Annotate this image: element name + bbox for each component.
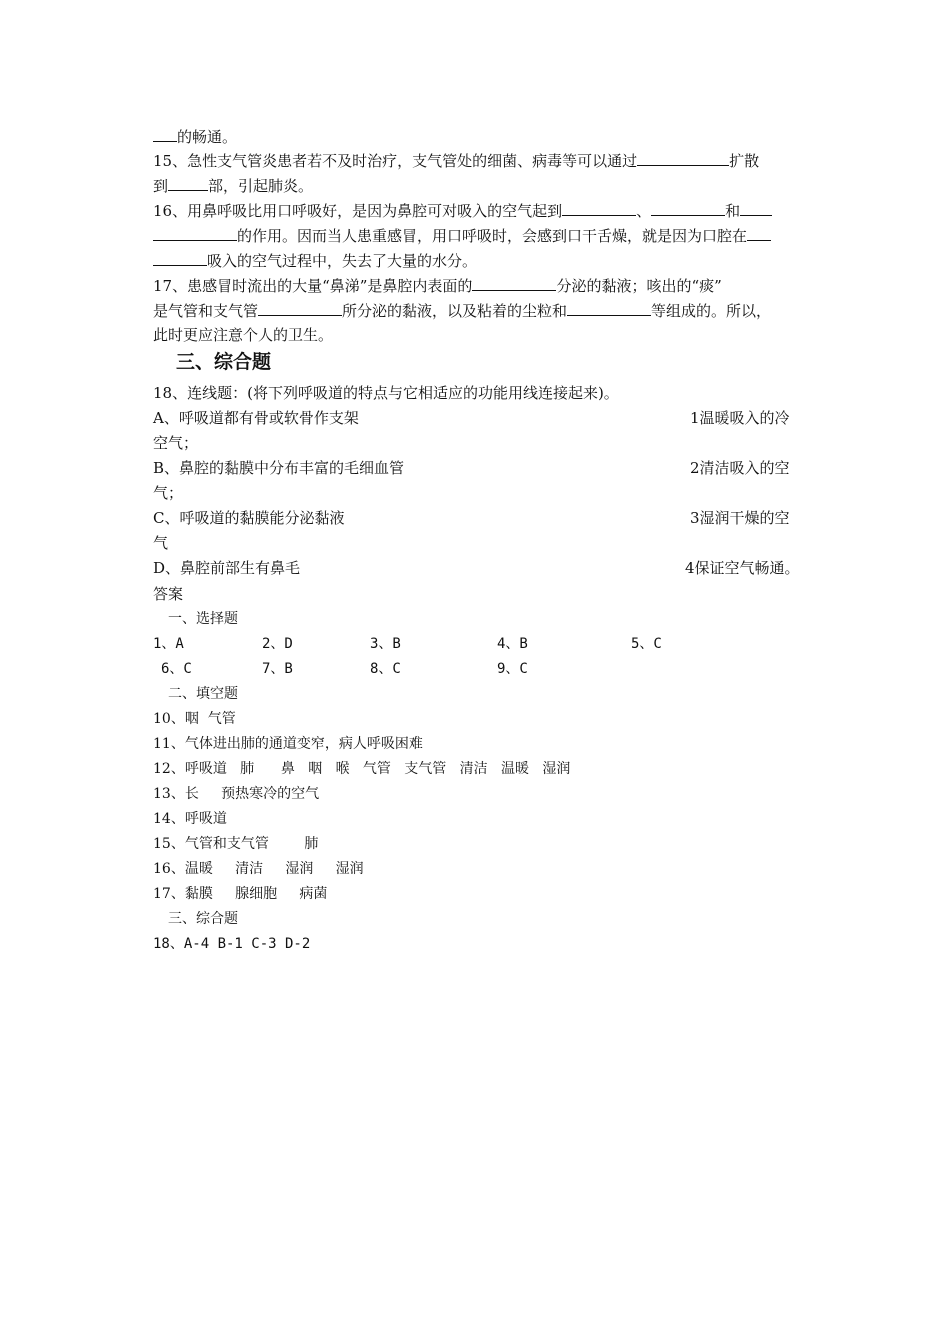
q18-prompt: 18、连线题：(将下列呼吸道的特点与它相适应的功能用线连接起来)。: [153, 384, 619, 402]
section-heading-comprehensive: 三、综合题: [176, 351, 272, 373]
q18-option-4: 4保证空气畅通。: [685, 559, 800, 577]
answer-6: 6、C: [161, 661, 192, 677]
answer-9: 9、C: [497, 661, 528, 677]
fill-answer-16: 16、温暖 清洁 湿润 湿润: [153, 861, 364, 877]
q18-option-2: 2清洁吸入的空: [690, 459, 790, 477]
q16-line2: 的作用。因而当人患重感冒，用口呼吸时，会感到口干舌燥，就是因为口腔在: [153, 225, 808, 246]
answer-5: 5、C: [631, 636, 662, 652]
answer-7: 7、B: [262, 661, 293, 677]
q18-option-1: 1温暖吸入的冷: [690, 409, 790, 427]
fill-answer-13: 13、长 预热寒冷的空气: [153, 786, 320, 802]
q16-line1: 16、用鼻呼吸比用口呼吸好，是因为鼻腔可对吸入的空气起到 、 和: [153, 200, 808, 221]
answer-8: 8、C: [370, 661, 401, 677]
answer-blank[interactable]: [153, 225, 237, 241]
answer-blank[interactable]: [637, 150, 729, 166]
q18-item-c: C、呼吸道的黏膜能分泌黏液: [153, 509, 345, 527]
q18-wrap-3: 气: [153, 534, 169, 552]
q16-line3: 吸入的空气过程中，失去了大量的水分。: [153, 250, 808, 271]
answers-choice-title: 一、选择题: [168, 611, 238, 627]
q18-option-3: 3湿润干燥的空: [690, 509, 790, 527]
answer-blank[interactable]: [168, 175, 208, 191]
q17-line2: 是气管和支气管 所分泌的黏液，以及粘着的尘粒和 等组成的。所以，: [153, 302, 772, 320]
answer-4: 4、B: [497, 636, 528, 652]
answer-3: 3、B: [370, 636, 401, 652]
answer-blank[interactable]: [567, 300, 651, 316]
q18-wrap-2: 气；: [153, 484, 184, 502]
answer-blank[interactable]: [472, 275, 556, 291]
q14-tail-line: 的畅通。: [153, 126, 808, 147]
q18-item-a: A、呼吸道都有骨或软骨作支架: [153, 409, 359, 427]
answer-blank[interactable]: [153, 126, 177, 142]
answer-blank[interactable]: [651, 200, 725, 216]
answers-comprehensive-title: 三、综合题: [168, 911, 238, 927]
q18-wrap-1: 空气；: [153, 434, 199, 452]
answer-blank[interactable]: [258, 300, 342, 316]
answer-blank[interactable]: [740, 200, 772, 216]
comprehensive-answer-18: 18、A-4 B-1 C-3 D-2: [153, 936, 311, 952]
q18-item-d: D、鼻腔前部生有鼻毛: [153, 559, 301, 577]
answer-blank[interactable]: [153, 250, 207, 266]
q17-line3: 此时更应注意个人的卫生。: [153, 326, 334, 344]
fill-answer-10: 10、咽 气管: [153, 711, 236, 727]
answer-2: 2、D: [262, 636, 293, 652]
q15-line1: 15、急性支气管炎患者若不及时治疗，支气管处的细菌、病毒等可以通过 扩散: [153, 152, 760, 170]
q15-line2: 到 部，引起肺炎。: [153, 177, 314, 195]
fill-answer-15: 15、气管和支气管 肺: [153, 836, 319, 852]
fill-answer-14: 14、呼吸道: [153, 811, 227, 827]
answers-fill-title: 二、填空题: [168, 686, 238, 702]
answer-blank[interactable]: [747, 225, 771, 241]
q18-item-b: B、鼻腔的黏膜中分布丰富的毛细血管: [153, 459, 405, 477]
answer-1: 1、A: [153, 636, 184, 652]
fill-answer-12: 12、呼吸道 肺 鼻 咽 喉 气管 支气管 清洁 温暖 湿润: [153, 761, 571, 777]
fill-answer-17: 17、黏膜 腺细胞 病菌: [153, 886, 328, 902]
answer-blank[interactable]: [562, 200, 636, 216]
fill-answer-11: 11、气体进出肺的通道变窄，病人呼吸困难: [153, 736, 423, 752]
q17-line1: 17、患感冒时流出的大量“鼻涕”是鼻腔内表面的 分泌的黏液；咳出的“痰”: [153, 277, 722, 295]
answers-title: 答案: [153, 585, 184, 603]
